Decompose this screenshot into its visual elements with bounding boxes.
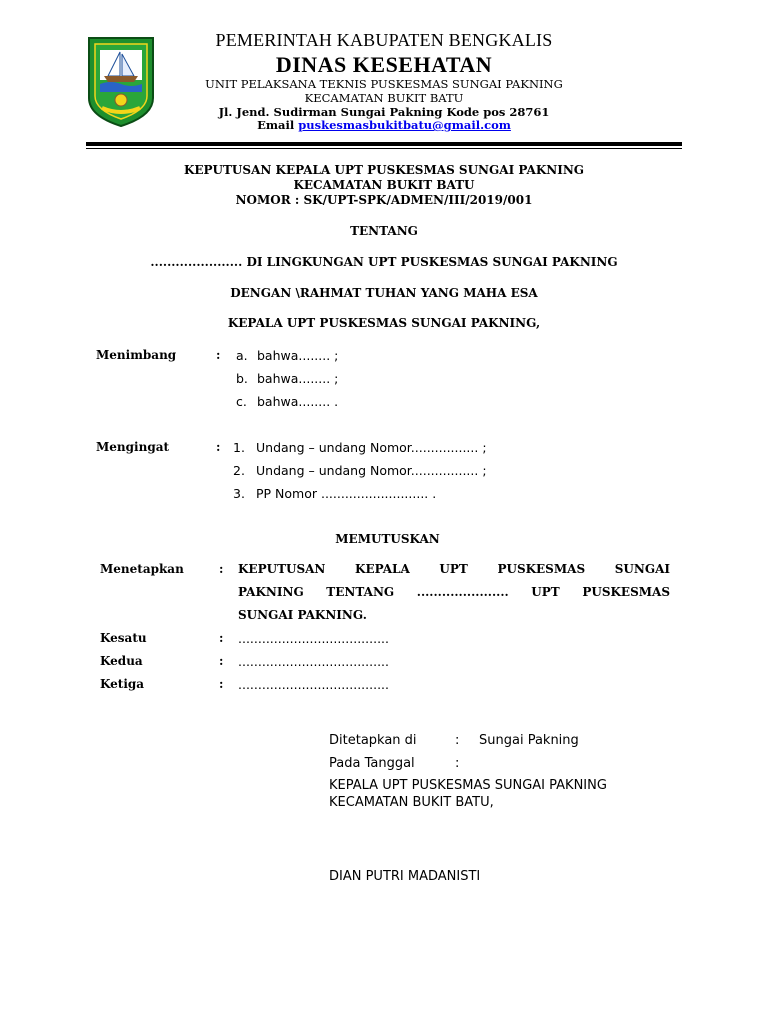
- address: Jl. Jend. Sudirman Sungai Pakning Kode pos 28761: [218, 105, 550, 119]
- decree-subject: ...................... DI LINGKUNGAN UPT PUSKESMAS SUNGAI PAKNING: [150, 255, 618, 269]
- menimbang-item-c-marker: c.: [236, 394, 247, 409]
- place-value: Sungai Pakning: [479, 733, 579, 748]
- decree-title-line2: KECAMATAN BUKIT BATU: [293, 178, 475, 192]
- mengingat-label: Mengingat: [96, 440, 170, 454]
- memutuskan-heading: MEMUTUSKAN: [335, 532, 440, 546]
- mengingat-item-1: Undang – undang Nomor................. ;: [256, 440, 487, 455]
- menimbang-item-c: bahwa........ .: [257, 394, 339, 409]
- clause-kedua-colon: :: [219, 654, 224, 668]
- email-line: [0, 118, 768, 132]
- date-colon: :: [455, 756, 460, 771]
- clause-ketiga-colon: :: [219, 677, 224, 691]
- place-label: Ditetapkan di: [329, 733, 417, 748]
- email-label: Email: [257, 118, 295, 132]
- clause-kesatu-text: ......................................: [238, 631, 389, 646]
- mengingat-item-1-marker: 1.: [233, 440, 245, 455]
- clause-ketiga-text: ......................................: [238, 677, 389, 692]
- clause-kedua-text: ......................................: [238, 654, 389, 669]
- signer-position-line1: KEPALA UPT PUSKESMAS SUNGAI PAKNING: [329, 778, 607, 793]
- unit-name: UNIT PELAKSANA TEKNIS PUSKESMAS SUNGAI PAKNING: [205, 77, 563, 91]
- date-label: Pada Tanggal: [329, 756, 415, 771]
- blessing-line: DENGAN \RAHMAT TUHAN YANG MAHA ESA: [230, 286, 538, 300]
- menetapkan-colon: :: [219, 562, 224, 576]
- menimbang-item-b: bahwa........ ;: [257, 371, 339, 386]
- clause-kedua-label: Kedua: [100, 654, 143, 668]
- mengingat-item-3-marker: 3.: [233, 486, 245, 501]
- place-colon: :: [455, 733, 460, 748]
- email-link[interactable]: puskesmasbukitbatu@gmail.com: [298, 118, 511, 132]
- clause-kesatu-colon: :: [219, 631, 224, 645]
- clause-kesatu-label: Kesatu: [100, 631, 147, 645]
- government-name: PEMERINTAH KABUPATEN BENGKALIS: [215, 30, 553, 50]
- decree-title-line1: KEPUTUSAN KEPALA UPT PUSKESMAS SUNGAI PAKNING: [183, 163, 585, 177]
- header-divider-thick: [86, 142, 682, 146]
- issuer-line: KEPALA UPT PUSKESMAS SUNGAI PAKNING,: [227, 316, 541, 330]
- menetapkan-label: Menetapkan: [100, 562, 184, 576]
- agency-name: DINAS KESEHATAN: [275, 52, 493, 77]
- signer-position-line2: KECAMATAN BUKIT BATU,: [329, 795, 494, 810]
- menetapkan-text-line3: SUNGAI PAKNING.: [238, 608, 367, 622]
- menimbang-colon: :: [216, 348, 221, 362]
- mengingat-item-3: PP Nomor ........................... .: [256, 486, 437, 501]
- decree-number: NOMOR : SK/UPT-SPK/ADMEN/III/2019/001: [235, 193, 533, 207]
- header-divider-thin: [86, 148, 682, 149]
- tentang-heading: TENTANG: [350, 224, 418, 238]
- menimbang-item-a-marker: a.: [236, 348, 248, 363]
- menimbang-item-a: bahwa........ ;: [257, 348, 339, 363]
- mengingat-colon: :: [216, 440, 221, 454]
- menetapkan-text-line1: KEPUTUSAN KEPALA UPT PUSKESMAS SUNGAI: [238, 562, 670, 576]
- mengingat-item-2-marker: 2.: [233, 463, 245, 478]
- menimbang-item-b-marker: b.: [236, 371, 248, 386]
- clause-ketiga-label: Ketiga: [100, 677, 145, 691]
- signer-name: DIAN PUTRI MADANISTI: [329, 869, 481, 884]
- district-name: KECAMATAN BUKIT BATU: [304, 91, 464, 105]
- menimbang-label: Menimbang: [96, 348, 177, 362]
- menetapkan-text-line2: PAKNING TENTANG ...................... UPT PUSKESMAS: [238, 585, 670, 599]
- mengingat-item-2: Undang – undang Nomor................. ;: [256, 463, 487, 478]
